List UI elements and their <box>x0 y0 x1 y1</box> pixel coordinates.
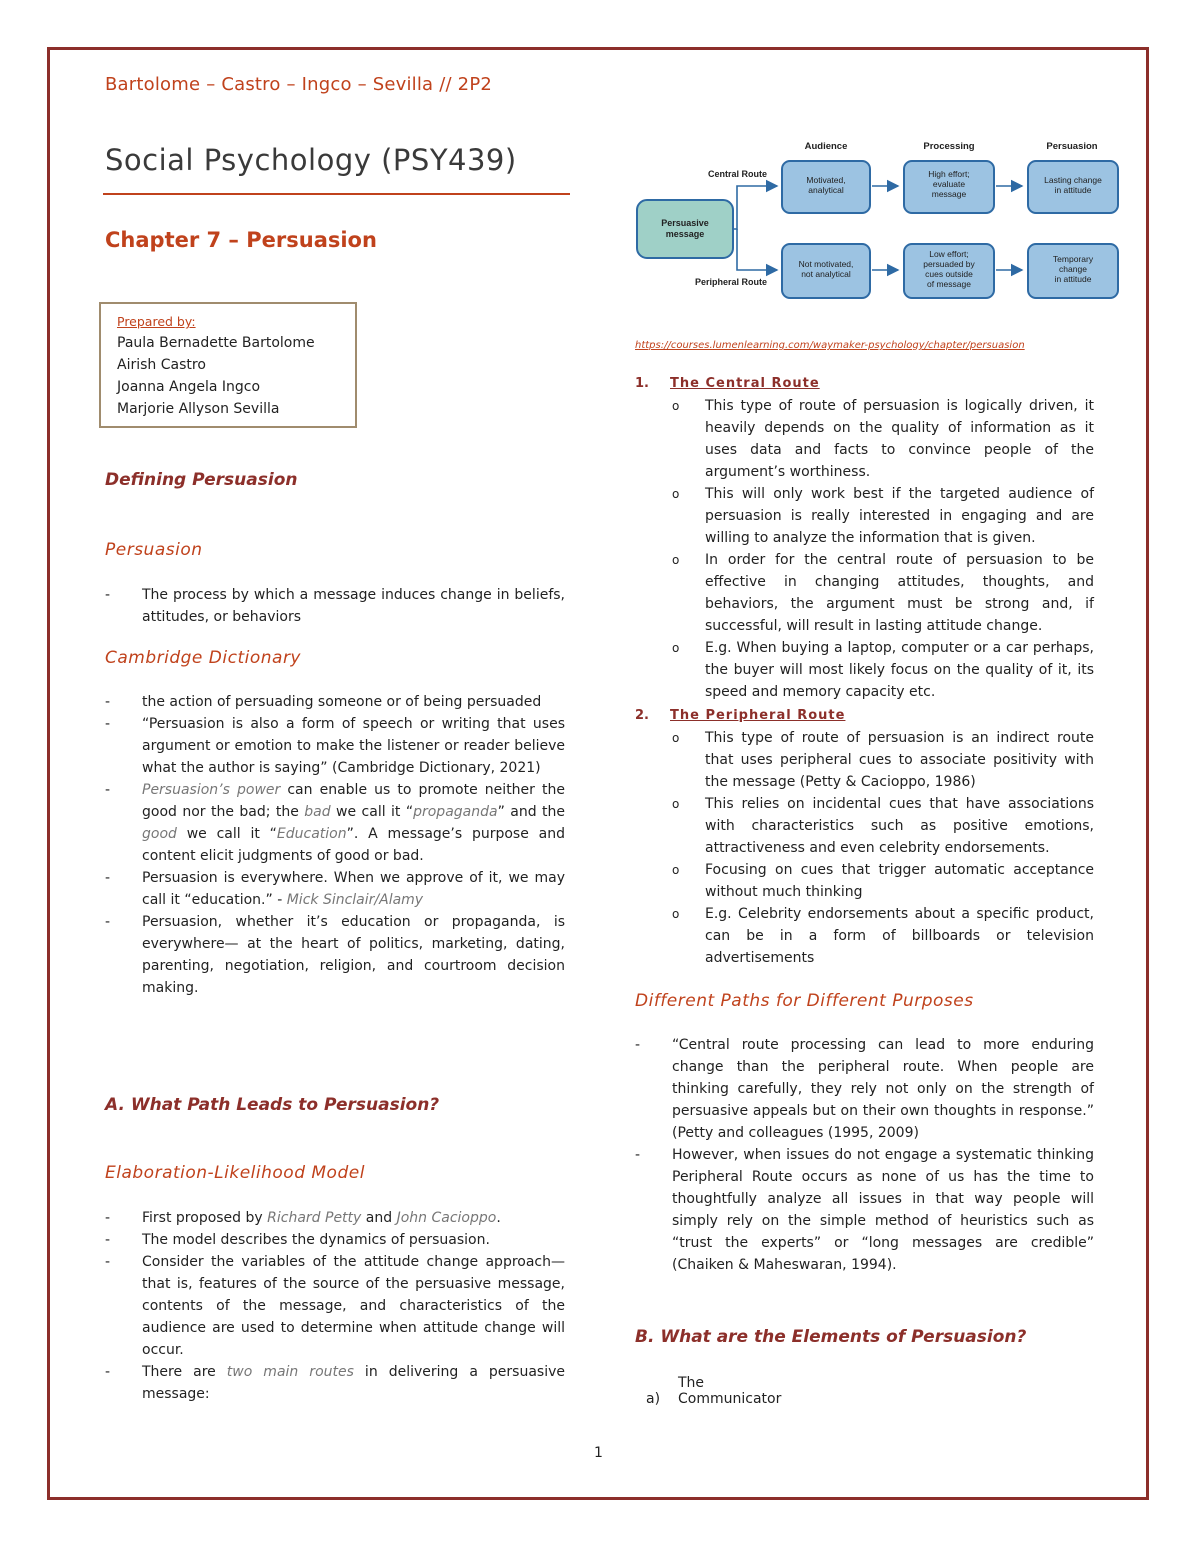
title-divider <box>103 193 570 195</box>
central-processing-text: evaluate <box>932 179 966 189</box>
column-label-persuasion: Persuasion <box>1046 141 1098 152</box>
list-item: o This type of route of persuasion is an indirect route that uses peripheral cues to associate positivity with the message (Petty & Cacioppo, 1986) <box>670 727 1094 793</box>
persuasion-list <box>105 584 565 628</box>
message-text: Persuasive <box>661 218 709 228</box>
elm-diagram <box>634 136 1134 308</box>
list-item: - The process by which a message induces change in beliefs, attitudes, or behaviors <box>105 584 565 628</box>
cambridge-heading: Cambridge Dictionary <box>105 648 301 668</box>
list-item: - First proposed by Richard Petty and John Cacioppo. <box>105 1207 565 1229</box>
list-item: o E.g. When buying a laptop, computer or a car perhaps, the buyer will most likely focus on the quality of it, its speed and memory capacity etc. <box>670 637 1094 703</box>
list-item: - “Central route processing can lead to more enduring change than the peripheral route. When people are thinking carefully, they rely not only on the strength of persuasive appeals but on their own thoughts in response.” (Petty and colleagues (1995, 2009) <box>635 1034 1094 1144</box>
central-audience-text: analytical <box>808 185 844 195</box>
communicator-item <box>646 1375 782 1407</box>
column-label-audience: Audience <box>804 141 848 152</box>
branch-arrow-central <box>733 186 777 229</box>
list-item: - Consider the variables of the attitude change approach—that is, features of the source of the persuasive message, contents of the message, and characteristics of the audience are used to determine when attitude change will occur. <box>105 1251 565 1361</box>
list-item: o This will only work best if the targeted audience of persuasion is really interested in engaging and are willing to analyze the information that is given. <box>670 483 1094 549</box>
defining-persuasion-heading: Defining Persuasion <box>105 470 298 490</box>
list-item: - Persuasion’s power can enable us to promote neither the good nor the bad; the bad we call it “propaganda” and the good we call it “Education”. A message’s purpose and content elicit judgments of good or bad. <box>105 779 565 867</box>
list-item: - Persuasion, whether it’s education or propaganda, is everywhere— at the heart of politics, marketing, dating, parenting, negotiation, religion, and courtroom decision making. <box>105 911 565 999</box>
page-number: 1 <box>594 1445 603 1461</box>
prepared-by-box <box>99 302 357 428</box>
chapter-title: Chapter 7 – Persuasion <box>105 228 377 252</box>
list-item: o In order for the central route of persuasion to be effective in changing attitudes, thoughts, and behaviors, the argument must be strong and, if successful, will result in lasting attitude change. <box>670 549 1094 637</box>
author-name: Airish Castro <box>117 357 206 373</box>
elm-list <box>105 1207 565 1405</box>
author-name: Joanna Angela Ingco <box>117 379 261 395</box>
route-label-peripheral: Peripheral Route <box>694 277 767 287</box>
section-b-heading: B. What are the Elements of Persuasion? <box>635 1327 1027 1347</box>
cambridge-list <box>105 691 565 999</box>
central-audience-text: Motivated, <box>806 175 846 185</box>
source-link[interactable]: https://courses.lumenlearning.com/waymaker-psychology/chapter/persuasion <box>635 340 1025 351</box>
central-route-heading: 1. The Central Route <box>635 376 820 391</box>
section-a-heading: A. What Path Leads to Persuasion? <box>105 1095 440 1115</box>
list-item: o This type of route of persuasion is logically driven, it heavily depends on the quality of information as it uses data and facts to convince people of the argument’s worthiness. <box>670 395 1094 483</box>
peripheral-persuasion-text: change <box>1059 264 1087 274</box>
header-authors: Bartolome – Castro – Ingco – Sevilla // 2P2 <box>105 74 493 95</box>
communicator-label: The Communicator <box>678 1375 782 1407</box>
route-label-central: Central Route <box>707 169 767 179</box>
central-processing-text: High effort; <box>928 169 970 179</box>
peripheral-processing-text: of message <box>927 279 971 289</box>
message-text: message <box>665 229 705 239</box>
persuasion-heading: Persuasion <box>105 540 203 560</box>
column-label-processing: Processing <box>923 141 975 152</box>
peripheral-processing-text: persuaded by <box>923 259 975 269</box>
document-title: Social Psychology (PSY439) <box>105 143 517 177</box>
paths-heading: Different Paths for Different Purposes <box>635 991 974 1011</box>
list-item: - “Persuasion is also a form of speech or writing that uses argument or emotion to make the listener or reader believe what the author is saying” (Cambridge Dictionary, 2021) <box>105 713 565 779</box>
list-item: - The model describes the dynamics of persuasion. <box>105 1229 565 1251</box>
peripheral-audience-text: not analytical <box>801 269 851 279</box>
list-item: o Focusing on cues that trigger automatic acceptance without much thinking <box>670 859 1094 903</box>
list-item: - Persuasion is everywhere. When we approve of it, we may call it “education.” - Mick Sinclair/Alamy <box>105 867 565 911</box>
peripheral-route-list <box>670 727 1094 969</box>
central-persuasion-text: Lasting change <box>1044 175 1102 185</box>
author-name: Marjorie Allyson Sevilla <box>117 401 280 417</box>
peripheral-route-heading: 2. The Peripheral Route <box>635 708 846 723</box>
branch-arrow-peripheral <box>737 229 777 270</box>
prepared-by-label: Prepared by: <box>117 314 196 329</box>
author-name: Paula Bernadette Bartolome <box>117 335 315 351</box>
central-route-list <box>670 395 1094 703</box>
central-persuasion-text: in attitude <box>1054 185 1092 195</box>
peripheral-processing-text: cues outside <box>925 269 973 279</box>
central-processing-text: message <box>931 189 967 199</box>
list-item: - However, when issues do not engage a systematic thinking Peripheral Route occurs as none of us has the time to thoughtfully analyze all issues in that way people will simply rely on the simple method of heuristics such as “trust the experts” or “long messages are credible” (Chaiken & Maheswaran, 1994). <box>635 1144 1094 1276</box>
peripheral-persuasion-text: Temporary <box>1052 254 1094 264</box>
peripheral-processing-text: Low effort; <box>929 249 969 259</box>
paths-list <box>635 1034 1094 1276</box>
peripheral-audience-text: Not motivated, <box>798 259 854 269</box>
elm-heading: Elaboration-Likelihood Model <box>105 1163 365 1183</box>
sub-marker: a) <box>646 1391 661 1407</box>
list-item: - the action of persuading someone or of being persuaded <box>105 691 565 713</box>
peripheral-persuasion-text: in attitude <box>1054 274 1092 284</box>
list-item: - There are two main routes in delivering a persuasive message: <box>105 1361 565 1405</box>
list-item: o This relies on incidental cues that have associations with characteristics such as positive emotions, attractiveness and even celebrity endorsements. <box>670 793 1094 859</box>
list-item: o E.g. Celebrity endorsements about a specific product, can be in a form of billboards or television advertisements <box>670 903 1094 969</box>
